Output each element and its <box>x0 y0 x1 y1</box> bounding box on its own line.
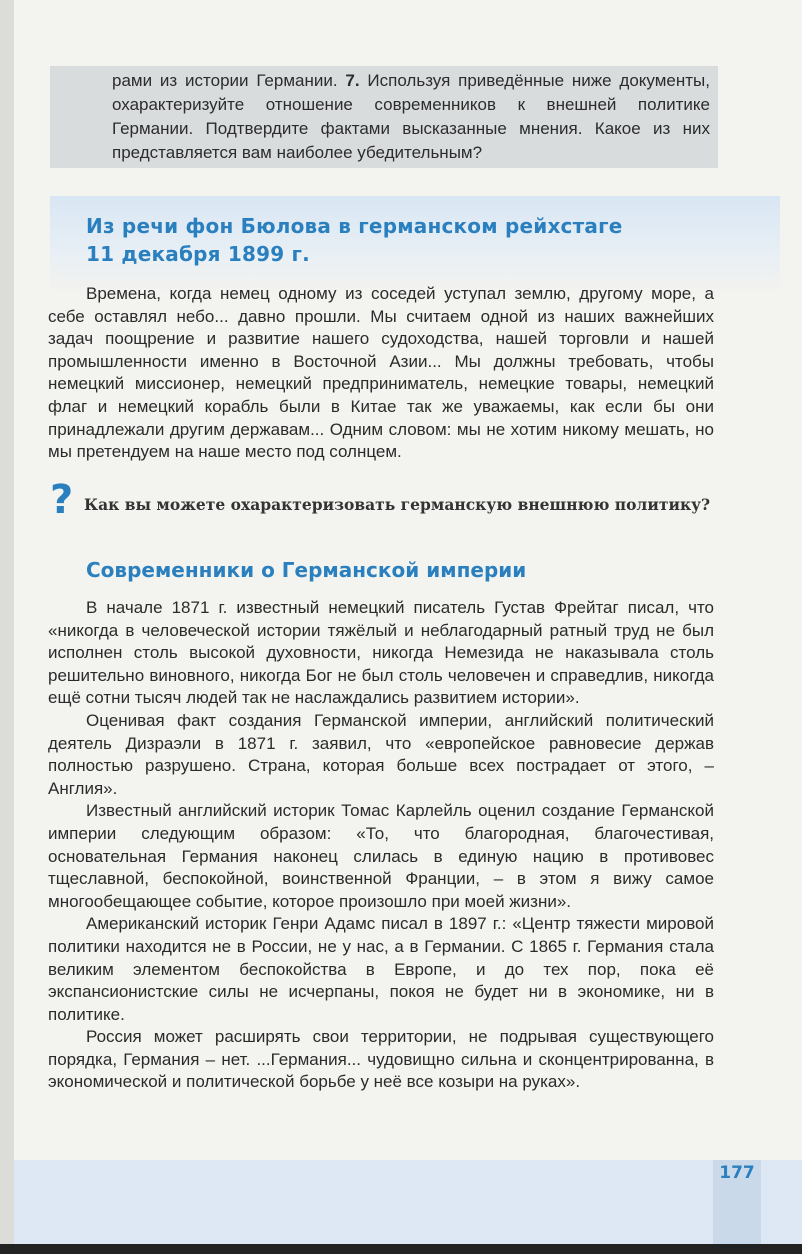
paragraph-freytag: В начале 1871 г. известный немецкий писатель Густав Фрейтаг писал, что «никогда в человеческой истории тяжёлый и неблагодарный ратный труд не был исполнен столь высокой духовности, никогда Немезида не наказывала столь решительно виновного, никогда Бог не был столь человечен и справедлив, никогда ещё сотни тысяч людей так не наслаждались развитием истории». <box>48 598 714 708</box>
task-number: 7. <box>345 71 360 90</box>
quote-heading-line-1: Из речи фон Бюлова в германском рейхстаге <box>86 214 623 238</box>
contemporaries-heading: Современники о Германской империи <box>86 558 527 582</box>
scan-bottom-edge <box>0 1244 802 1254</box>
page-gutter <box>0 0 14 1254</box>
quote-section-heading <box>86 212 726 268</box>
question-mark-icon: ? <box>50 477 74 523</box>
page-number: 177 <box>719 1163 755 1183</box>
paragraph-disraeli: Оценивая факт создания Германской империи, английский политический деятель Дизраэли в 1871 г. заявил, что «европейское равновесие держав полностью разрушено. Страна, которая больше всех пострадает от этого, – Англия». <box>48 710 714 798</box>
paragraph-adams: Американский историк Генри Адамс писал в 1897 г.: «Центр тяжести мировой политики находится не в России, не у нас, а в Германии. С 1865 г. Германия стала великим элементом беспокойства в Европе, и до тех пор, пока её экспансионистские силы не исчерпаны, покоя не будет ни в экономике, ни в политике. <box>48 914 714 1024</box>
quote-heading-line-2: 11 декабря 1899 г. <box>86 242 310 266</box>
task-body: Используя приведённые ниже документы, охарактеризуйте отношение современников к внешней политике Германии. Подтвердите фактами высказанные мнения. Какое из них представляется вам наиболее убедительным? <box>112 71 710 162</box>
paragraph-carlyle: Известный английский историк Томас Карлейль оценил создание Германской империи следующим образом: «То, что благородная, благочестивая, основательная Германия наконец слилась в единую нацию в противовес тщеславной, беспокойной, воинственной Франции, – в этом я вижу самое многообещающее событие, которое произошло при моей жизни». <box>48 801 714 911</box>
task-text <box>112 69 710 165</box>
review-question: Как вы можете охарактеризовать германскую внешнюю политику? <box>84 495 711 514</box>
task-prefix: рами из истории Германии. <box>112 71 346 90</box>
paragraph-adams-continued: Россия может расширять свои территории, не подрывая существующего порядка, Германия – нет. ...Германия... чудовищно сильна и сконцентрированна, в экономической и политической борьбе у неё все козыри на руках». <box>48 1027 714 1092</box>
bottom-band <box>14 1160 802 1254</box>
bulow-speech-text: Времена, когда немец одному из соседей уступал землю, другому море, а себе оставлял небо... давно прошли. Мы считаем одной из наших важнейших задач поощрение и развитие нашего судоходства, нашей торговли и нашей промышленности именно в Восточной Азии... Мы должны требовать, чтобы немецкий миссионер, немецкий предприниматель, немецкие товары, немецкий флаг и немецкий корабль были в Китае так же уважаемы, как если бы они принадлежали другим державам... Одним словом: мы не хотим никому мешать, но мы претендуем на наше место под солнцем. <box>48 284 714 462</box>
contemporaries-body <box>48 597 714 1094</box>
